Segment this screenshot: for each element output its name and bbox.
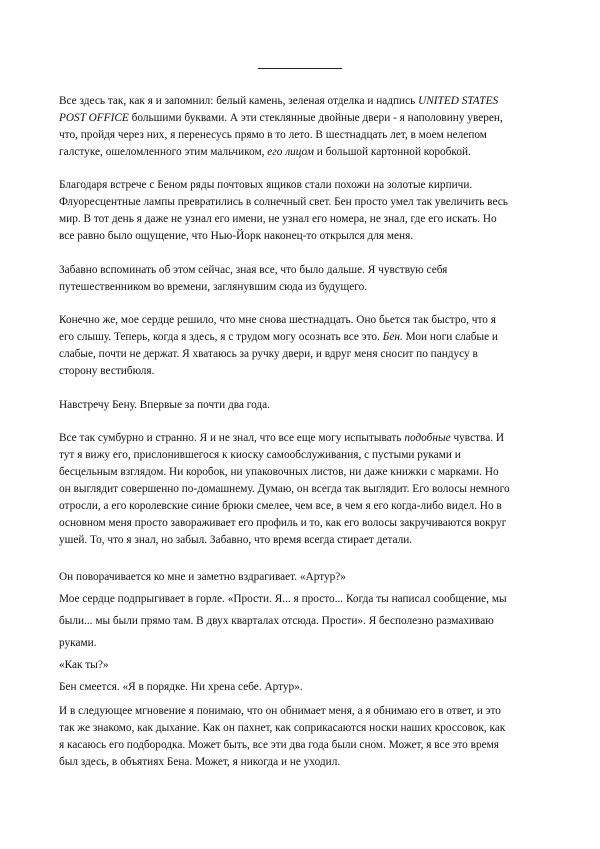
text-run: Все так сумбурно и странно. Я и не знал, что все еще могу испытывать xyxy=(59,432,405,444)
text-run: он выглядит совершенно по-домашнему. Думаю, он всегда так выглядит. Его волосы немного xyxy=(59,483,510,495)
text-line xyxy=(59,363,545,380)
paragraph-confusion xyxy=(59,430,545,549)
paragraph-meeting-ben xyxy=(59,177,545,245)
text-run: Конечно же, мое сердце решило, что мне снова шестнадцать. Оно бьется так быстро, что я xyxy=(59,314,496,326)
text-line xyxy=(59,720,545,737)
text-line xyxy=(59,447,545,464)
italic-text: его лицом xyxy=(267,146,314,158)
text-run: И в следующее мгновение я понимаю, что он обнимает меня, а я обнимаю его в ответ, и это xyxy=(59,705,501,717)
text-run: слабые, почти не держат. Я хватаюсь за ручку двери, и вдруг меня сносит по пандусу в xyxy=(59,348,478,360)
text-run: отросли, а его королевские синие брюки смелее, чем все, в чем я его когда-либо видел. Но в xyxy=(59,500,502,512)
text-run: Благодаря встрече с Беном ряды почтовых ящиков стали похожи на золотые кирпичи. xyxy=(59,179,473,191)
text-line xyxy=(59,632,545,654)
text-line xyxy=(59,110,545,127)
text-line xyxy=(59,177,545,194)
italic-text: UNITED STATES xyxy=(418,95,499,107)
text-run: был здесь, в объятиях Бена. Может, я никогда и не уходил. xyxy=(59,756,341,768)
text-run: и большой картонной коробкой. xyxy=(313,146,471,158)
text-line xyxy=(59,228,545,245)
paragraph-time-traveler xyxy=(59,262,545,296)
text-run: были... мы были прямо там. В двух кварталах отсюда. Прости». Я бесполезно размахиваю xyxy=(59,615,494,627)
paragraph-dialogue xyxy=(59,566,545,698)
text-run: Все здесь так, как я и запомнил: белый камень, зеленая отделка и надпись xyxy=(59,95,419,107)
text-line xyxy=(59,737,545,754)
text-line xyxy=(59,754,545,771)
text-run: Флуоресцентные лампы превратились в солнечный свет. Бен просто умел так увеличить весь xyxy=(59,196,508,208)
text-run: основном меня просто завораживает его профиль и то, как его волосы закручиваются вокруг xyxy=(59,517,507,529)
paragraph-post-office xyxy=(59,93,545,161)
section-divider xyxy=(258,68,342,69)
text-run: его слышу. Теперь, когда я здесь, я с трудом могу осознать все это. xyxy=(59,331,383,343)
text-run: я касаюсь его подбородка. Может быть, все эти два года были сном. Может, я все это время xyxy=(59,739,499,751)
text-line xyxy=(59,515,545,532)
text-run: бесцельным взглядом. Ни коробок, ни упаковочных листов, ни даже книжки с марками. Но xyxy=(59,466,499,478)
text-line xyxy=(59,430,545,447)
text-run: так же знакомо, как дыхание. Как он пахнет, как соприкасаются носки наших кроссовок, как xyxy=(59,722,506,734)
text-run: Навстречу Бену. Впервые за почти два года. xyxy=(59,399,271,411)
text-run: чувства. И xyxy=(450,432,505,444)
text-run: ушей. То, что я знал, но забыл. Забавно, что время всегда стирает детали. xyxy=(59,534,413,546)
text-run: сторону вестибюля. xyxy=(59,365,155,377)
text-line xyxy=(59,397,545,414)
text-line xyxy=(59,566,545,588)
text-run: большими буквами. А эти стеклянные двойные двери - я наполовину уверен, xyxy=(128,112,503,124)
text-line xyxy=(59,346,545,363)
text-run: что, пройдя через них, я перенесусь прямо в то лето. В шестнадцать лет, в моем нелепом xyxy=(59,129,487,141)
text-run: галстуке, ошеломленного этим мальчиком, xyxy=(59,146,268,158)
text-run: Он поворачивается ко мне и заметно вздрагивает. «Артур?» xyxy=(59,571,346,583)
italic-text: Бен. xyxy=(382,331,403,343)
text-line xyxy=(59,93,545,110)
text-line xyxy=(59,610,545,632)
paragraph-toward-ben xyxy=(59,397,545,414)
text-line xyxy=(59,312,545,329)
text-line xyxy=(59,144,545,161)
text-run: Мое сердце подпрыгивает в горле. «Прости. Я... я просто... Когда ты написал сообщение, мы xyxy=(59,593,507,605)
text-line xyxy=(59,703,545,720)
text-line xyxy=(59,532,545,549)
text-run: все равно было ощущение, что Нью-Йорк наконец-то открылся для меня. xyxy=(59,230,414,242)
text-line xyxy=(59,464,545,481)
text-line xyxy=(59,127,545,144)
text-run: путешественником во времени, заглянувшим сюда из будущего. xyxy=(59,281,368,293)
text-line xyxy=(59,588,545,610)
text-line xyxy=(59,211,545,228)
text-line xyxy=(59,654,545,676)
text-line xyxy=(59,194,545,211)
text-run: Мои ноги слабые и xyxy=(402,331,498,343)
text-line xyxy=(59,329,545,346)
italic-text: подобные xyxy=(404,432,451,444)
text-run: «Как ты?» xyxy=(59,659,109,671)
text-run: Бен смеется. «Я в порядке. Ни хрена себе. Артур». xyxy=(59,681,303,693)
paragraph-heart xyxy=(59,312,545,380)
text-run: Забавно вспоминать об этом сейчас, зная все, что было дальше. Я чувствую себя xyxy=(59,264,448,276)
paragraph-embrace xyxy=(59,703,545,771)
text-line xyxy=(59,279,545,296)
text-line xyxy=(59,262,545,279)
text-line xyxy=(59,481,545,498)
text-run: руками. xyxy=(59,637,97,649)
italic-text: POST OFFICE xyxy=(59,112,129,124)
text-run: мир. В тот день я даже не узнал его имени, не узнал его номера, не знал, где его искать. Но xyxy=(59,213,497,225)
text-line xyxy=(59,676,545,698)
text-run: тут я вижу его, прислонившегося к киоску самообслуживания, с пустыми руками и xyxy=(59,449,461,461)
text-line xyxy=(59,498,545,515)
